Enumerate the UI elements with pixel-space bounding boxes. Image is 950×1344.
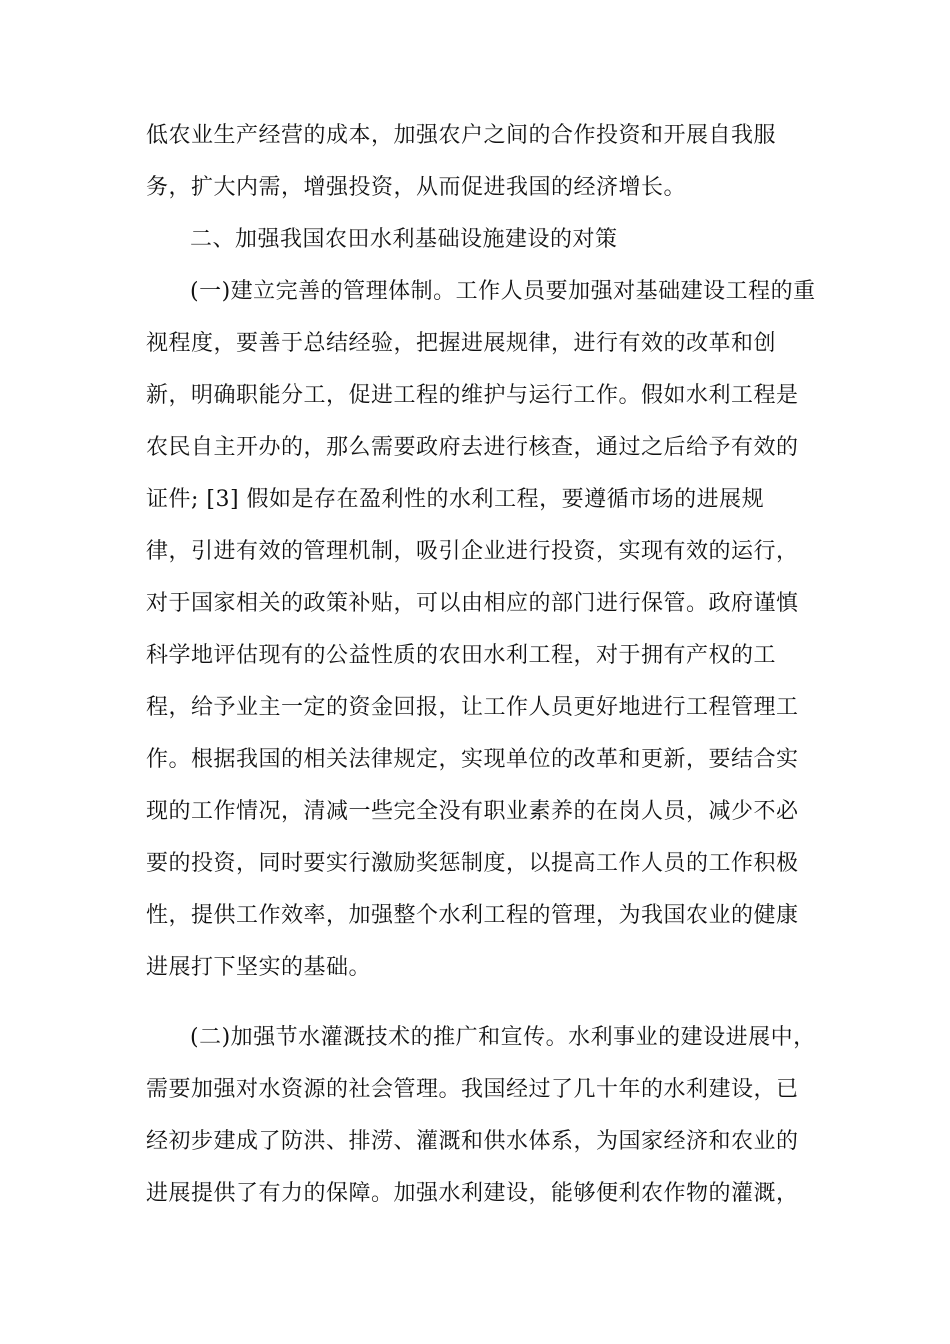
paragraph-start: (一)建立完善的管理体制。工作人员要加强对基础建设工程的重 — [190, 279, 816, 304]
text-line: 需要加强对水资源的社会管理。我国经过了几十年的水利建设，已 — [146, 1077, 799, 1102]
text-line: 证件; [3] 假如是存在盈利性的水利工程，要遵循市场的进展规 — [146, 487, 765, 512]
text-line: 律，引进有效的管理机制，吸引企业进行投资，实现有效的运行， — [146, 539, 799, 564]
paragraph-start: (二)加强节水灌溉技术的推广和宣传。水利事业的建设进展中， — [190, 1025, 816, 1050]
text-line: 经初步建成了防洪、排涝、灌溉和供水体系，为国家经济和农业的 — [146, 1129, 799, 1154]
section-heading: 二、加强我国农田水利基础设施建设的对策 — [190, 227, 618, 252]
text-line: 对于国家相关的政策补贴，可以由相应的部门进行保管。政府谨慎 — [146, 591, 799, 616]
text-line: 务，扩大内需，增强投资，从而促进我国的经济增长。 — [146, 175, 687, 200]
text-line: 科学地评估现有的公益性质的农田水利工程，对于拥有产权的工 — [146, 643, 777, 668]
text-line: 新，明确职能分工，促进工程的维护与运行工作。假如水利工程是 — [146, 383, 799, 408]
text-line: 视程度，要善于总结经验，把握进展规律，进行有效的改革和创 — [146, 331, 777, 356]
text-line: 要的投资，同时要实行激励奖惩制度，以提高工作人员的工作积极 — [146, 851, 799, 876]
text-line: 作。根据我国的相关法律规定，实现单位的改革和更新，要结合实 — [146, 747, 799, 772]
text-line: 低农业生产经营的成本，加强农户之间的合作投资和开展自我服 — [146, 123, 777, 148]
text-line: 农民自主开办的，那么需要政府去进行核查，通过之后给予有效的 — [146, 435, 799, 460]
text-line: 程，给予业主一定的资金回报，让工作人员更好地进行工程管理工 — [146, 695, 799, 720]
text-line: 进展提供了有力的保障。加强水利建设，能够便利农作物的灌溉， — [146, 1181, 799, 1206]
text-line: 现的工作情况，清减一些完全没有职业素养的在岗人员，减少不必 — [146, 799, 799, 824]
text-line: 进展打下坚实的基础。 — [146, 955, 372, 980]
text-line: 性，提供工作效率，加强整个水利工程的管理，为我国农业的健康 — [146, 903, 799, 928]
